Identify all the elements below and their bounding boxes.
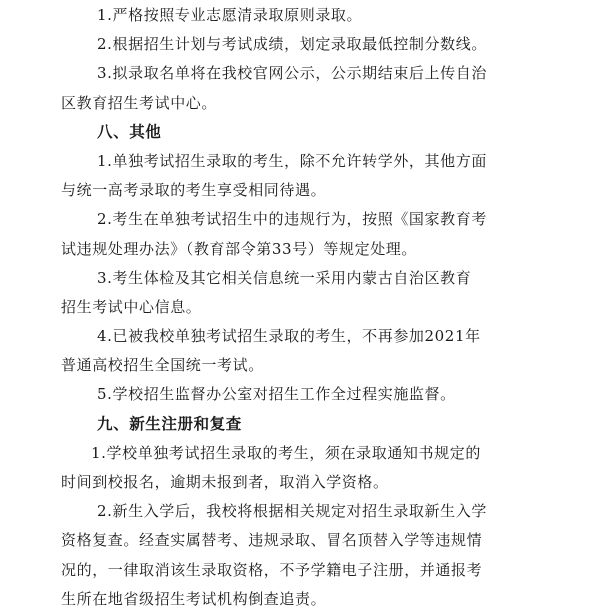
paragraph-line: 2.根据招生计划与考试成绩，划定录取最低控制分数线。 — [97, 35, 487, 54]
paragraph-line: 生所在地省级招生考试机构倒查追责。 — [61, 589, 327, 608]
paragraph-line: 区教育招生考试中心。 — [61, 93, 218, 112]
paragraph — [61, 147, 526, 205]
section-heading — [61, 410, 526, 439]
paragraph-line: 1.单独考试招生录取的考生，除不允许转学外，其他方面 — [97, 151, 487, 170]
paragraph-line: 况的，一律取消该生录取资格，不予学籍电子注册，并通报考 — [61, 560, 483, 579]
paragraph — [61, 322, 526, 380]
paragraph — [61, 497, 526, 614]
paragraph-line: 2.考生在单独考试招生中的违规行为，按照《国家教育考 — [97, 210, 487, 229]
paragraph-line: 资格复查。经查实属替考、违规录取、冒名顶替入学等违规情 — [61, 531, 483, 550]
paragraph-line: 3.拟录取名单将在我校官网公示，公示期结束后上传自治 — [97, 64, 487, 83]
paragraph-line: 时间到校报名，逾期未报到者，取消入学资格。 — [61, 473, 389, 491]
heading-text: 八、其他 — [97, 122, 162, 141]
paragraph-line: 1.学校单独考试招生录取的考生，须在录取通知书规定的 — [91, 443, 481, 462]
paragraph — [61, 205, 526, 263]
paragraph-line: 招生考试中心信息。 — [61, 297, 202, 316]
paragraph — [61, 1, 526, 30]
paragraph-line: 普通高校招生全国统一考试。 — [61, 356, 264, 375]
paragraph — [61, 264, 526, 322]
paragraph — [61, 59, 526, 117]
paragraph-line: 与统一高考录取的考生享受相同待遇。 — [61, 181, 327, 200]
section-heading — [61, 118, 526, 147]
heading-text: 九、新生注册和复查 — [97, 414, 242, 433]
paragraph-line: 3.考生体检及其它相关信息统一采用内蒙古自治区教育 — [97, 268, 472, 287]
paragraph-line: 试违规处理办法》（教育部令第33号）等规定处理。 — [61, 239, 417, 258]
paragraph-line: 4.已被我校单独考试招生录取的考生，不再参加2021年 — [97, 327, 481, 346]
paragraph — [61, 380, 526, 409]
paragraph-line: 1.严格按照专业志愿清录取原则录取。 — [97, 6, 363, 24]
paragraph-line: 5.学校招生监督办公室对招生工作全过程实施监督。 — [97, 385, 456, 404]
paragraph — [61, 30, 526, 59]
paragraph-line: 2.新生入学后，我校将根据相关规定对招生录取新生入学 — [97, 502, 487, 521]
paragraph — [61, 439, 526, 497]
